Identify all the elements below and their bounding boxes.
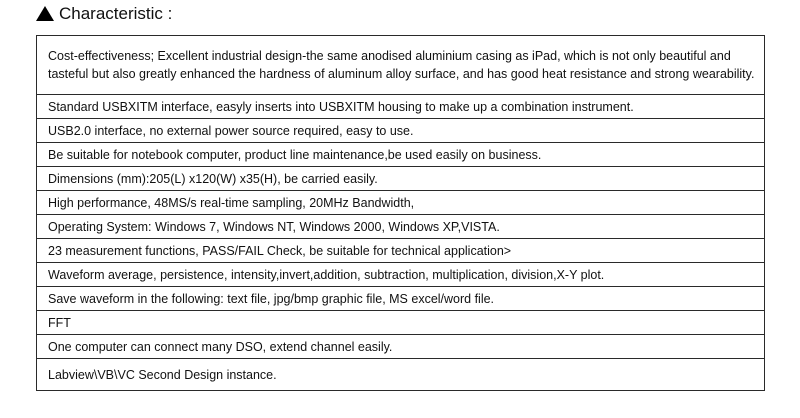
table-row	[37, 167, 765, 191]
table-row	[37, 239, 765, 263]
triangle-icon	[36, 6, 54, 21]
table-row	[37, 215, 765, 239]
characteristics-table	[36, 35, 765, 391]
section-title: Characteristic :	[59, 4, 173, 23]
feature-cell: 23 measurement functions, PASS/FAIL Check, be suitable for technical application>	[37, 239, 765, 263]
table-row	[37, 119, 765, 143]
feature-cell: FFT	[37, 311, 765, 335]
table-row	[37, 311, 765, 335]
table-row	[37, 191, 765, 215]
table-row	[37, 36, 765, 95]
feature-cell: Dimensions (mm):205(L) x120(W) x35(H), be carried easily.	[37, 167, 765, 191]
feature-cell: Cost-effectiveness; Excellent industrial design-the same anodised aluminium casing as iPad, which is not only beautiful and tasteful but also greatly enhanced the hardness of aluminum alloy surface, and has good heat resistance and strong wearability.	[37, 36, 765, 95]
feature-cell: Operating System: Windows 7, Windows NT, Windows 2000, Windows XP,VISTA.	[37, 215, 765, 239]
table-row	[37, 143, 765, 167]
feature-cell: USB2.0 interface, no external power source required, easy to use.	[37, 119, 765, 143]
feature-cell: High performance, 48MS/s real-time sampling, 20MHz Bandwidth,	[37, 191, 765, 215]
table-row	[37, 95, 765, 119]
section-header	[36, 3, 172, 25]
table-row	[37, 287, 765, 311]
feature-cell: Be suitable for notebook computer, product line maintenance,be used easily on business.	[37, 143, 765, 167]
feature-cell: Save waveform in the following: text file, jpg/bmp graphic file, MS excel/word file.	[37, 287, 765, 311]
feature-cell: One computer can connect many DSO, extend channel easily.	[37, 335, 765, 359]
table-row	[37, 263, 765, 287]
feature-cell: Standard USBXITM interface, easyly inserts into USBXITM housing to make up a combination instrument.	[37, 95, 765, 119]
feature-cell: Labview\VB\VC Second Design instance.	[37, 359, 765, 391]
table-row	[37, 359, 765, 391]
feature-cell: Waveform average, persistence, intensity,invert,addition, subtraction, multiplication, division,X-Y plot.	[37, 263, 765, 287]
table-row	[37, 335, 765, 359]
